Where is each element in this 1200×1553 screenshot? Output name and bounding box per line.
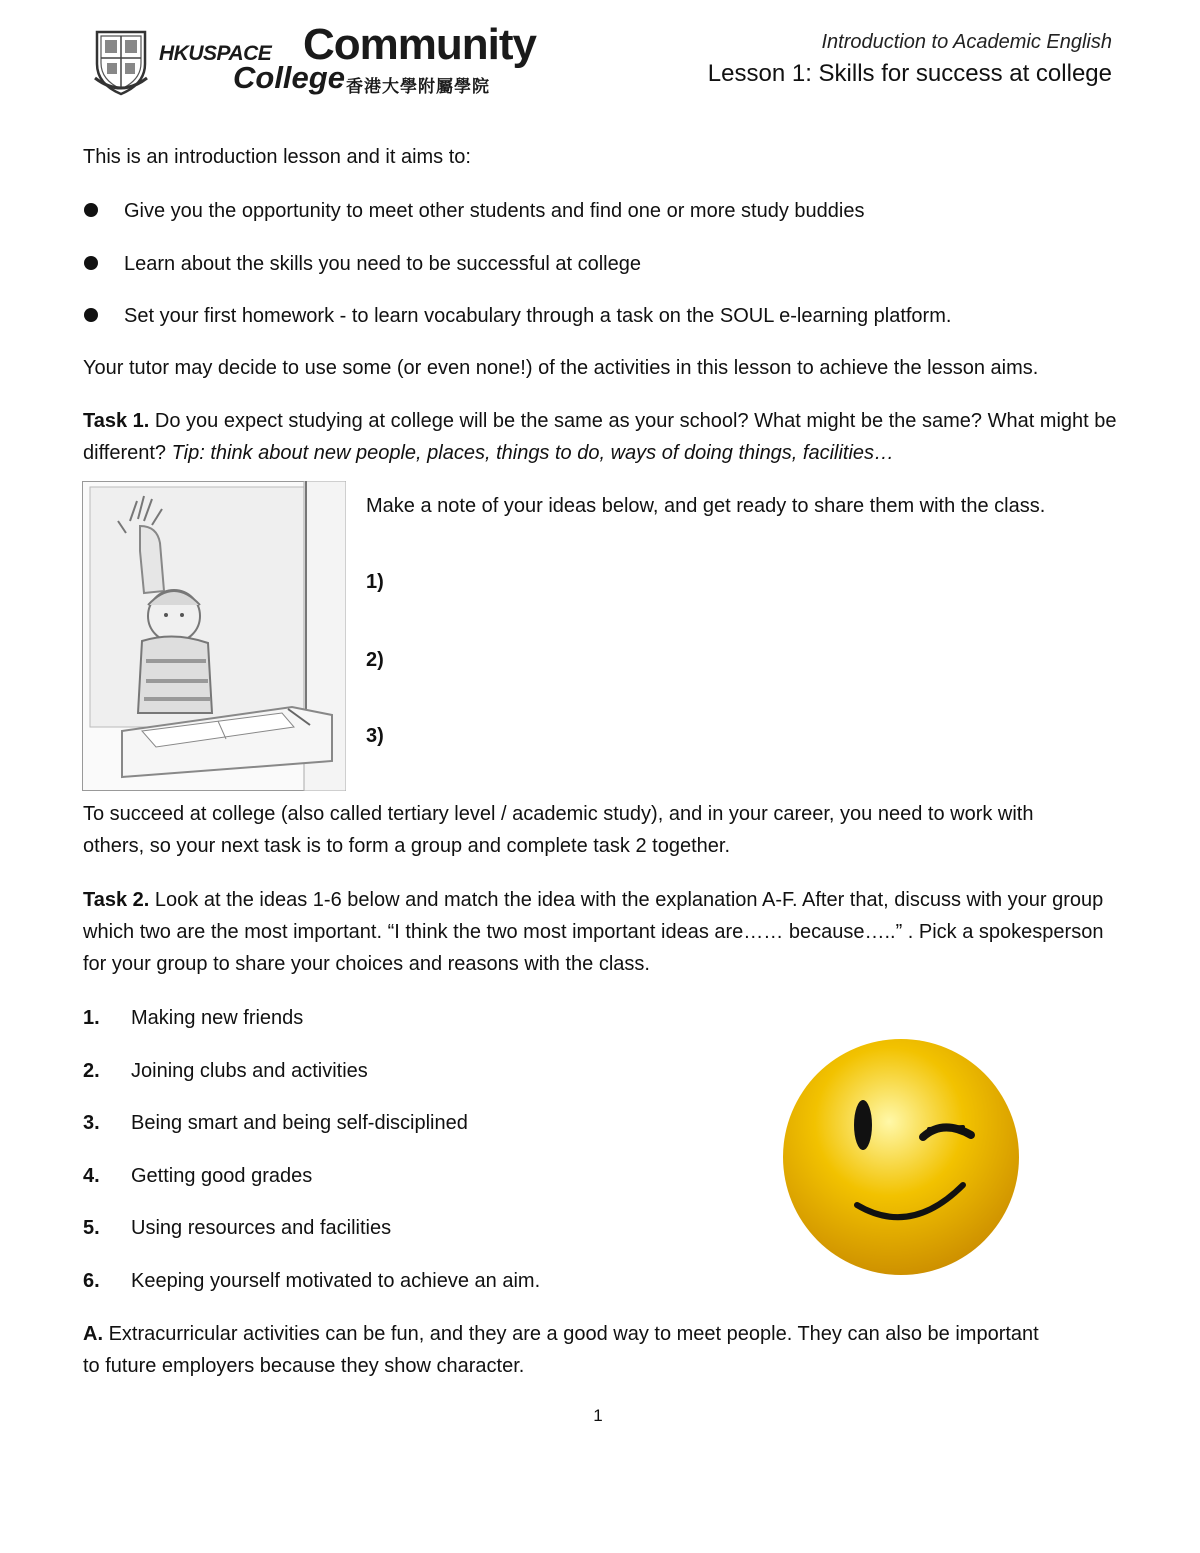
college-crest-icon: [93, 28, 149, 96]
answer-number: 1): [366, 571, 384, 593]
task1-label: Task 1.: [83, 410, 150, 432]
answer-number: 2): [366, 649, 384, 671]
idea-text: Using resources and facilities: [131, 1217, 392, 1239]
course-title: Introduction to Academic English: [821, 31, 1112, 53]
idea-text: Making new friends: [131, 1007, 304, 1029]
lesson-title: Lesson 1: Skills for success at college: [707, 60, 1112, 87]
idea-number: 1.: [83, 1007, 100, 1029]
bullet-icon: [84, 308, 98, 322]
idea-number: 4.: [83, 1165, 100, 1187]
idea-number: 5.: [83, 1217, 100, 1239]
idea-text: Joining clubs and activities: [131, 1060, 368, 1082]
idea-number: 6.: [83, 1270, 100, 1292]
child-raising-hand-sketch: [82, 481, 346, 791]
task1-instruction: Make a note of your ideas below, and get ready to share them with the class.: [366, 495, 1046, 517]
answer-number: 3): [366, 725, 384, 747]
bullet-icon: [84, 256, 98, 270]
task1-question: Do you expect studying at college will be the same as your school? What might be the same? What might be different?: [83, 410, 1117, 464]
bullet-icon: [84, 203, 98, 217]
brand-prefix: HKUSPACE: [159, 42, 272, 65]
intro-lead: This is an introduction lesson and it aims to:: [83, 146, 471, 168]
college-logo: [93, 20, 563, 102]
brand-sub: College: [233, 60, 345, 95]
aim-item: Set your first homework - to learn vocabulary through a task on the SOUL e-learning platform.: [124, 305, 952, 327]
idea-text: Being smart and being self-disciplined: [131, 1112, 468, 1134]
aim-item: Give you the opportunity to meet other students and find one or more study buddies: [124, 200, 865, 222]
idea-text: Keeping yourself motivated to achieve an aim.: [131, 1270, 541, 1292]
explanation-a: [83, 1318, 1043, 1382]
page-number: 1: [593, 1406, 603, 1425]
explanation-a-label: A.: [83, 1323, 103, 1345]
task2-text: Look at the ideas 1-6 below and match the idea with the explanation A-F. After that, discuss with your group which two are the most important. “I think the two most important ideas are…… because…..” . Pick a spokesperson for your group to share your choices and reasons with the class.: [83, 889, 1104, 975]
idea-number: 3.: [83, 1112, 100, 1134]
explanation-a-text: Extracurricular activities can be fun, and they are a good way to meet people. They can also be important to future employers because they show character.: [83, 1323, 1039, 1377]
task2-paragraph: [83, 884, 1123, 980]
transition-paragraph: To succeed at college (also called tertiary level / academic study), and in your career, you need to work with others, so your next task is to form a group and complete task 2 together.: [83, 803, 1034, 857]
brand-chinese: 香港大學附屬學院: [346, 77, 490, 96]
idea-number: 2.: [83, 1060, 100, 1082]
tutor-note: Your tutor may decide to use some (or even none!) of the activities in this lesson to achieve the lesson aims.: [83, 357, 1039, 379]
brand-main: Community: [303, 20, 536, 69]
winking-smiley-icon: [781, 1037, 1021, 1277]
task2-label: Task 2.: [83, 889, 150, 911]
task1-paragraph: [83, 405, 1123, 469]
aim-item: Learn about the skills you need to be successful at college: [124, 253, 641, 275]
idea-text: Getting good grades: [131, 1165, 313, 1187]
task1-tip: Tip: think about new people, places, things to do, ways of doing things, facilities…: [171, 442, 895, 464]
